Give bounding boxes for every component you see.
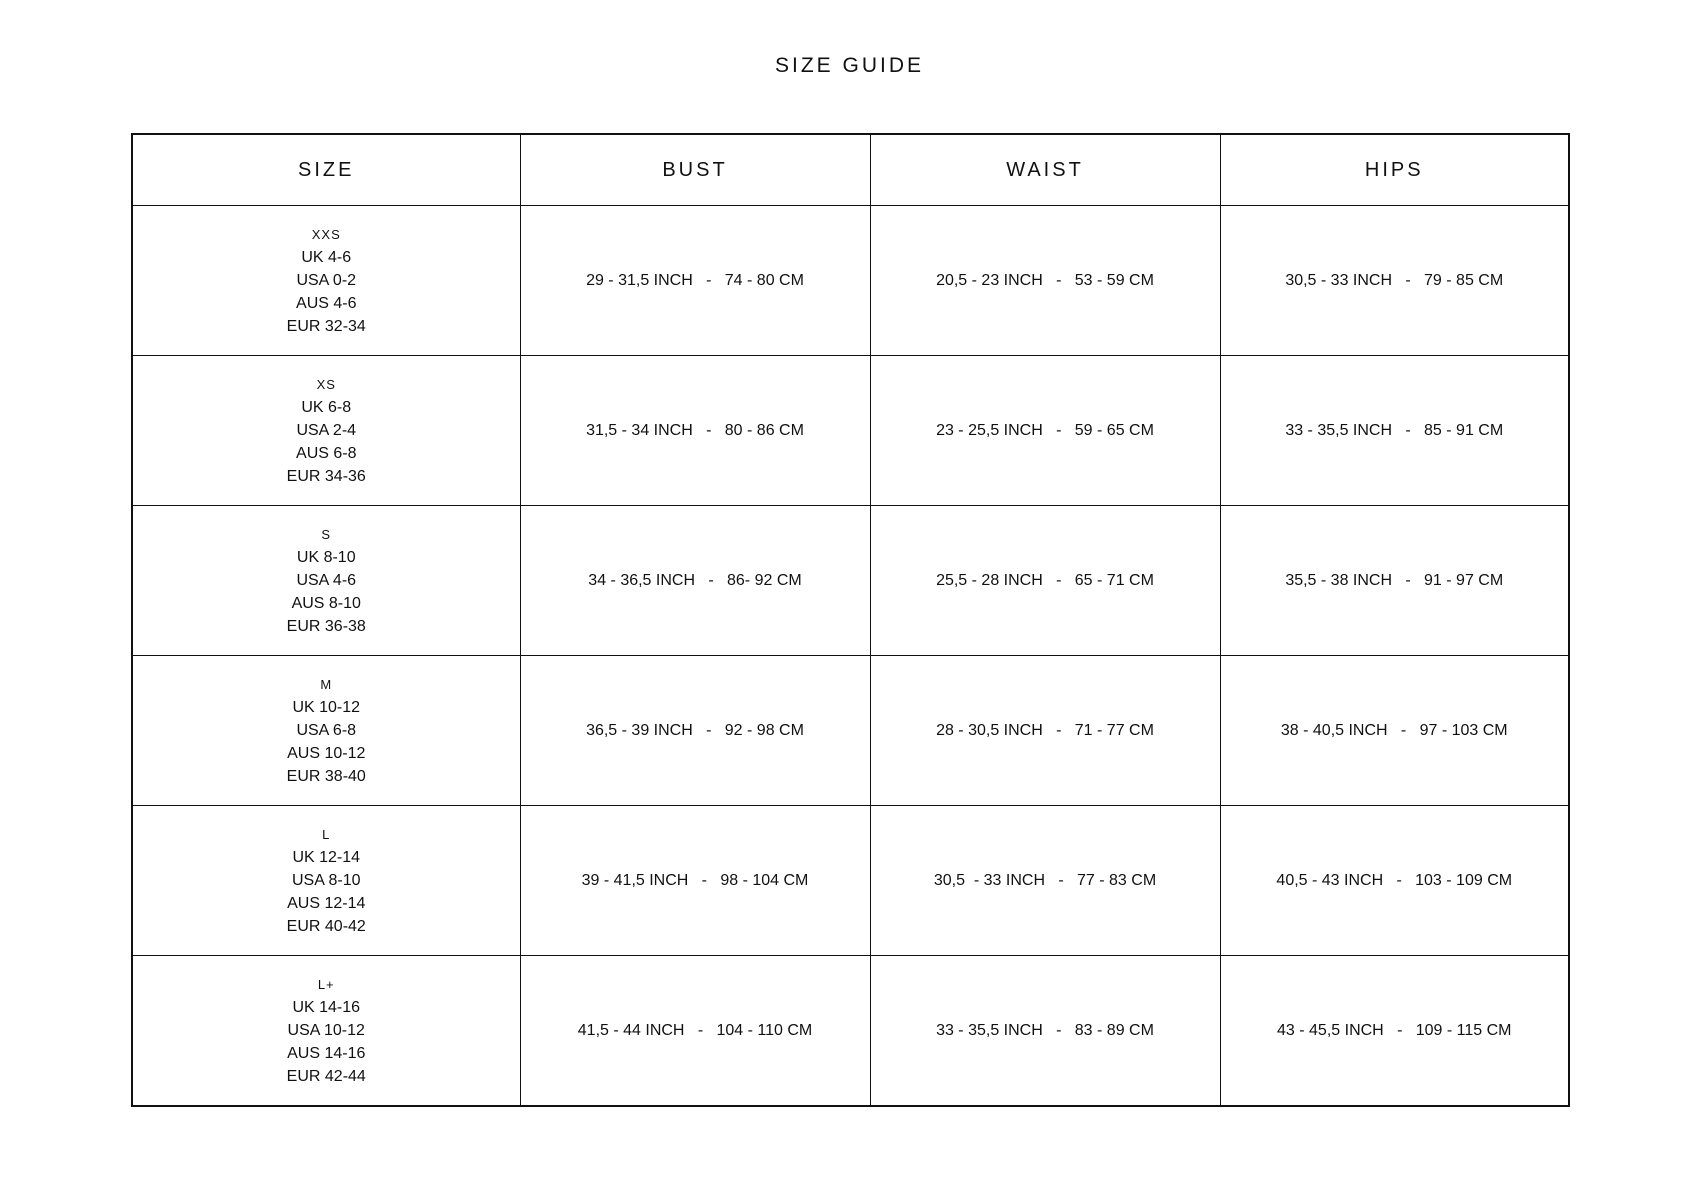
header-size: SIZE [132,134,520,206]
size-aus: AUS 8-10 [291,595,361,612]
hips-cell: 43 - 45,5 INCH - 109 - 115 CM [1220,956,1569,1107]
size-code: XXS [311,227,341,242]
bust-cell: 31,5 - 34 INCH - 80 - 86 CM [520,356,870,506]
size-uk: UK 4-6 [301,249,352,266]
size-code: S [321,527,332,542]
size-code: XS [316,377,336,392]
size-code: M [320,677,333,692]
size-cell [132,656,520,806]
bust-cell: 36,5 - 39 INCH - 92 - 98 CM [520,656,870,806]
waist-cell: 28 - 30,5 INCH - 71 - 77 CM [870,656,1220,806]
size-eur: EUR 42-44 [286,1068,366,1085]
page-title: SIZE GUIDE [774,54,925,77]
size-aus: AUS 6-8 [296,445,357,462]
waist-cell: 25,5 - 28 INCH - 65 - 71 CM [870,506,1220,656]
table-row [132,956,1569,1107]
header-hips: HIPS [1220,134,1569,206]
size-aus: AUS 4-6 [296,295,357,312]
size-uk: UK 6-8 [301,399,352,416]
header-waist: WAIST [870,134,1220,206]
size-usa: USA 8-10 [292,872,361,889]
waist-cell: 33 - 35,5 INCH - 83 - 89 CM [870,956,1220,1107]
size-cell [132,956,520,1107]
size-uk: UK 14-16 [292,999,361,1016]
table-row [132,806,1569,956]
table-row [132,656,1569,806]
size-usa: USA 6-8 [296,722,357,739]
hips-cell: 38 - 40,5 INCH - 97 - 103 CM [1220,656,1569,806]
bust-cell: 29 - 31,5 INCH - 74 - 80 CM [520,206,870,356]
size-cell [132,206,520,356]
bust-cell: 39 - 41,5 INCH - 98 - 104 CM [520,806,870,956]
size-usa: USA 10-12 [287,1022,365,1039]
waist-cell: 30,5 - 33 INCH - 77 - 83 CM [870,806,1220,956]
size-eur: EUR 36-38 [286,618,366,635]
size-cell [132,806,520,956]
size-usa: USA 4-6 [296,572,357,589]
bust-cell: 41,5 - 44 INCH - 104 - 110 CM [520,956,870,1107]
hips-cell: 30,5 - 33 INCH - 79 - 85 CM [1220,206,1569,356]
table-header-row [132,134,1569,206]
size-uk: UK 10-12 [292,699,361,716]
hips-cell: 35,5 - 38 INCH - 91 - 97 CM [1220,506,1569,656]
table-row [132,506,1569,656]
size-code: L+ [317,977,335,992]
waist-cell: 23 - 25,5 INCH - 59 - 65 CM [870,356,1220,506]
size-code: L [322,827,331,842]
bust-cell: 34 - 36,5 INCH - 86- 92 CM [520,506,870,656]
size-eur: EUR 34-36 [286,468,366,485]
size-cell [132,506,520,656]
hips-cell: 33 - 35,5 INCH - 85 - 91 CM [1220,356,1569,506]
size-aus: AUS 14-16 [287,1045,366,1062]
size-eur: EUR 40-42 [286,918,366,935]
size-cell [132,356,520,506]
size-usa: USA 0-2 [296,272,357,289]
table-row [132,206,1569,356]
size-aus: AUS 12-14 [287,895,366,912]
size-eur: EUR 38-40 [286,768,366,785]
size-guide-table [131,133,1570,1107]
hips-cell: 40,5 - 43 INCH - 103 - 109 CM [1220,806,1569,956]
size-uk: UK 12-14 [292,849,361,866]
size-uk: UK 8-10 [296,549,356,566]
table-row [132,356,1569,506]
size-eur: EUR 32-34 [286,318,366,335]
waist-cell: 20,5 - 23 INCH - 53 - 59 CM [870,206,1220,356]
size-usa: USA 2-4 [296,422,357,439]
size-aus: AUS 10-12 [287,745,366,762]
header-bust: BUST [520,134,870,206]
